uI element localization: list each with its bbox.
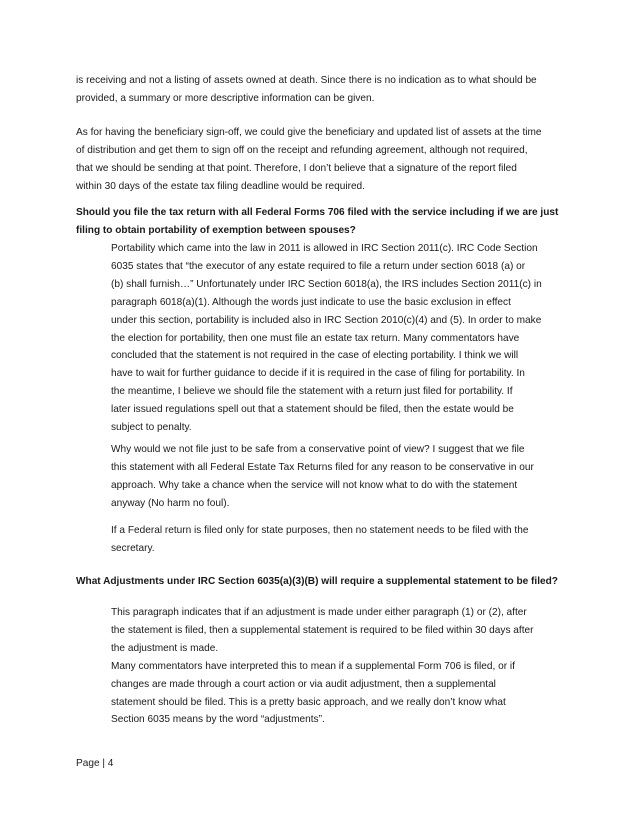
heading-line: What Adjustments under IRC Section 6035(a)(3)(B) will require a supplemental statement to be filed?: [76, 576, 558, 587]
text-line: This paragraph indicates that if an adjustment is made under either paragraph (1) or (2), after: [111, 607, 527, 618]
paragraph-adjustments: [111, 604, 534, 729]
text-line: As for having the beneficiary sign-off, we could give the beneficiary and updated list of assets at the time: [76, 127, 542, 138]
text-line: the statement is filed, then a supplemental statement is required to be filed within 30 days after: [111, 624, 534, 636]
paragraph-beneficiary-signoff: [76, 124, 542, 196]
text-line: Many commentators have interpreted this to mean if a supplemental Form 706 is filed, or if: [111, 660, 515, 672]
text-line: within 30 days of the estate tax filing deadline would be required.: [76, 180, 365, 192]
text-line: of distribution and get them to sign off on the receipt and refunding agreement, although not required,: [76, 144, 528, 156]
text-line: Portability which came into the law in 2011 is allowed in IRC Section 2011(c). IRC Code Section: [111, 243, 538, 254]
heading-line: filing to obtain portability of exemption between spouses?: [76, 224, 356, 236]
text-line: paragraph 6018(a)(1). Although the words just indicate to use the basic exclusion in effect: [111, 296, 511, 308]
text-line: concluded that the statement is not required in the case of electing portability. I think we will: [111, 350, 519, 362]
paragraph-intro: [76, 72, 537, 108]
heading-line: Should you file the tax return with all Federal Forms 706 filed with the service including if we are just: [76, 207, 559, 218]
paragraph-portability: [111, 240, 542, 437]
text-line: (b) shall furnish…” Unfortunately under IRC Section 6018(a), the IRS includes Section 2011(c) in: [111, 278, 542, 290]
text-line: If a Federal return is filed only for state purposes, then no statement needs to be filed with the: [111, 525, 529, 536]
text-line: anyway (No harm no foul).: [111, 497, 230, 509]
text-line: under this section, portability is included also in IRC Section 2010(c)(4) and (5). In order to make: [111, 314, 542, 326]
text-line: approach. Why take a chance when the service will not know what to do with the statement: [111, 479, 518, 491]
text-line: statement should be filed. This is a pretty basic approach, and we really don’t know what: [111, 696, 506, 708]
heading-adjustments-question: [76, 573, 558, 591]
heading-portability-question: [76, 204, 558, 240]
page-number-footer: Page | 4: [76, 758, 114, 769]
text-line: provided, a summary or more descriptive information can be given.: [76, 92, 375, 104]
text-line: changes are made through a court action or via audit adjustment, then a supplemental: [111, 678, 496, 690]
paragraph-state-purposes: [111, 522, 528, 558]
text-line: is receiving and not a listing of assets owned at death. Since there is no indication as to what should be: [76, 75, 537, 86]
text-line: have to wait for further guidance to decide if it is required in the case of filing for portability. In: [111, 368, 525, 380]
text-line: the meantime, I believe we should file the statement with a return just filed for portability. If: [111, 386, 513, 398]
text-line: 6035 states that “the executor of any estate required to file a return under section 6018 (a) or: [111, 260, 526, 272]
paragraph-conservative-filing: [111, 441, 534, 513]
text-line: the adjustment is made.: [111, 642, 219, 654]
text-line: the election for portability, then one must file an estate tax return. Many commentators have: [111, 332, 520, 344]
text-line: Section 6035 means by the word “adjustments”.: [111, 714, 325, 726]
text-line: secretary.: [111, 542, 155, 554]
text-line: this statement with all Federal Estate Tax Returns filed for any reason to be conservative in our: [111, 461, 534, 473]
text-line: Why would we not file just to be safe from a conservative point of view? I suggest that we file: [111, 444, 525, 455]
text-line: subject to penalty.: [111, 422, 192, 434]
text-line: later issued regulations spell out that a statement should be filed, then the estate would be: [111, 404, 514, 416]
text-line: that we should be sending at that point. Therefore, I don’t believe that a signature of the report filed: [76, 162, 517, 174]
